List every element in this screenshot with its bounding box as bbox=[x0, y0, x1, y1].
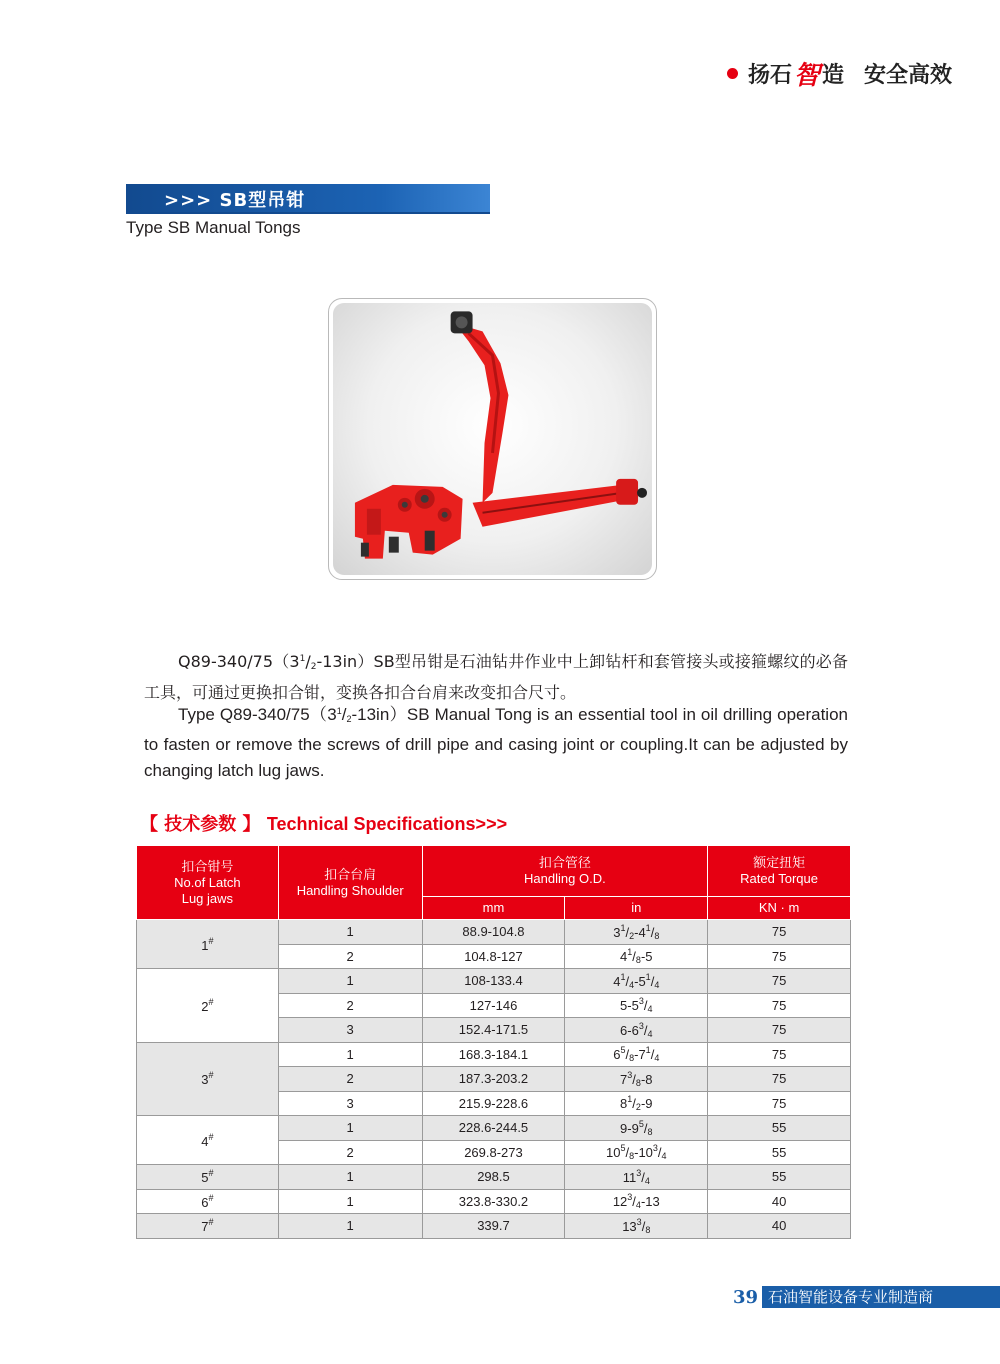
table-row bbox=[137, 1189, 851, 1214]
od-in-cell: $8^1/_2-9$ bbox=[565, 1091, 708, 1116]
header-torque: 额定扭矩 Rated Torque bbox=[708, 846, 851, 897]
specifications-heading bbox=[140, 810, 507, 836]
page-number: 39 bbox=[732, 1286, 758, 1308]
table-row bbox=[137, 1165, 851, 1190]
shoulder-cell: 1 bbox=[278, 1116, 422, 1141]
latch-number-cell: 7# bbox=[137, 1214, 279, 1239]
shoulder-cell: 3 bbox=[278, 1018, 422, 1043]
header-od: 扣合管径 Handling O.D. bbox=[422, 846, 708, 897]
torque-cell: 75 bbox=[708, 944, 851, 969]
torque-cell: 75 bbox=[708, 1018, 851, 1043]
latch-number-cell: 6# bbox=[137, 1189, 279, 1214]
latch-number-cell: 1# bbox=[137, 920, 279, 969]
torque-cell: 75 bbox=[708, 993, 851, 1018]
od-in-cell: $4^1/_4-5^1/_4$ bbox=[565, 969, 708, 994]
od-mm-cell: 339.7 bbox=[422, 1214, 565, 1239]
header-slogan bbox=[727, 58, 952, 91]
od-mm-cell: 228.6-244.5 bbox=[422, 1116, 565, 1141]
section-divider bbox=[126, 212, 490, 214]
latch-number-cell: 2# bbox=[137, 969, 279, 1043]
table-row bbox=[137, 1116, 851, 1141]
torque-cell: 55 bbox=[708, 1165, 851, 1190]
shoulder-cell: 1 bbox=[278, 1214, 422, 1239]
torque-cell: 75 bbox=[708, 1042, 851, 1067]
torque-cell: 75 bbox=[708, 1091, 851, 1116]
spec-heading-en: Technical Specifications>>> bbox=[266, 814, 508, 834]
shoulder-cell: 2 bbox=[278, 1067, 422, 1092]
shoulder-cell: 1 bbox=[278, 969, 422, 994]
od-mm-cell: 215.9-228.6 bbox=[422, 1091, 565, 1116]
spec-heading-zh: 【 技术参数 】 bbox=[140, 814, 261, 835]
red-dot-icon bbox=[727, 68, 738, 79]
od-in-cell: $9-9^5/_8$ bbox=[565, 1116, 708, 1141]
shoulder-cell: 1 bbox=[278, 920, 422, 945]
table-row bbox=[137, 1042, 851, 1067]
latch-number-cell: 4# bbox=[137, 1116, 279, 1165]
torque-cell: 75 bbox=[708, 920, 851, 945]
slogan-part1: 扬石 bbox=[747, 62, 792, 88]
od-mm-cell: 323.8-330.2 bbox=[422, 1189, 565, 1214]
footer-tagline: 石油智能设备专业制造商 bbox=[762, 1286, 1000, 1308]
shoulder-cell: 1 bbox=[278, 1165, 422, 1190]
od-mm-cell: 104.8-127 bbox=[422, 944, 565, 969]
od-in-cell: $7^3/_8-8$ bbox=[565, 1067, 708, 1092]
od-mm-cell: 108-133.4 bbox=[422, 969, 565, 994]
shoulder-cell: 2 bbox=[278, 1140, 422, 1165]
od-in-cell: $5-5^3/_4$ bbox=[565, 993, 708, 1018]
slogan-highlight: 智 bbox=[793, 60, 820, 91]
table-row bbox=[137, 969, 851, 994]
shoulder-cell: 1 bbox=[278, 1042, 422, 1067]
latch-number-cell: 3# bbox=[137, 1042, 279, 1116]
shoulder-cell: 2 bbox=[278, 944, 422, 969]
table-row bbox=[137, 1214, 851, 1239]
od-mm-cell: 152.4-171.5 bbox=[422, 1018, 565, 1043]
section-title: >>> SB型吊钳 bbox=[164, 190, 306, 211]
latch-number-cell: 5# bbox=[137, 1165, 279, 1190]
table-row bbox=[137, 920, 851, 945]
od-in-cell: $13^3/_8$ bbox=[565, 1214, 708, 1239]
od-mm-cell: 127-146 bbox=[422, 993, 565, 1018]
od-mm-cell: 187.3-203.2 bbox=[422, 1067, 565, 1092]
slogan-part3: 安全高效 bbox=[863, 62, 952, 88]
description-en: Type $Q89-340/75(3^1/_2-13in)SB$ Manual Tong is an essential tool in oil drilling operation to fasten or remove the screws of drill pipe and casing joint or coupling.It can be adjusted by changing latch lug jaws. bbox=[144, 705, 848, 780]
header-shoulder: 扣合台肩 Handling Shoulder bbox=[278, 846, 422, 920]
slogan-part2: 造 bbox=[821, 62, 844, 88]
manual-tong-image bbox=[333, 303, 652, 575]
od-in-cell: $6^5/_8-7^1/_4$ bbox=[565, 1042, 708, 1067]
spec-table-body bbox=[137, 920, 851, 1239]
section-title-bar bbox=[126, 184, 490, 212]
torque-cell: 55 bbox=[708, 1116, 851, 1141]
od-in-cell: $6-6^3/_4$ bbox=[565, 1018, 708, 1043]
torque-cell: 75 bbox=[708, 969, 851, 994]
shoulder-cell: 1 bbox=[278, 1189, 422, 1214]
od-in-cell: $11^3/_4$ bbox=[565, 1165, 708, 1190]
torque-cell: 40 bbox=[708, 1189, 851, 1214]
torque-cell: 75 bbox=[708, 1067, 851, 1092]
od-mm-cell: 88.9-104.8 bbox=[422, 920, 565, 945]
header-kn: KN · m bbox=[708, 897, 851, 920]
od-in-cell: $10^5/_8-10^3/_4$ bbox=[565, 1140, 708, 1165]
torque-cell: 40 bbox=[708, 1214, 851, 1239]
od-mm-cell: 269.8-273 bbox=[422, 1140, 565, 1165]
od-in-cell: $3^1/_2-4^1/_8$ bbox=[565, 920, 708, 945]
od-mm-cell: 298.5 bbox=[422, 1165, 565, 1190]
header-latch: 扣合钳号 No.of Latch Lug jaws bbox=[137, 846, 279, 920]
description-zh: $Q89-340/75(3^1/_2-13in)SB$型吊钳是石油钻井作业中上卸钻杆和套管接头或接箍螺纹的必备工具，可通过更换扣合钳，变换各扣合台肩来改变扣合尺寸。 bbox=[144, 652, 848, 702]
shoulder-cell: 3 bbox=[278, 1091, 422, 1116]
od-in-cell: $12^3/_4-13$ bbox=[565, 1189, 708, 1214]
section-subtitle: Type SB Manual Tongs bbox=[126, 218, 301, 237]
header-mm: mm bbox=[422, 897, 565, 920]
page-footer bbox=[726, 1284, 1000, 1310]
torque-cell: 55 bbox=[708, 1140, 851, 1165]
od-in-cell: $4^1/_8-5$ bbox=[565, 944, 708, 969]
od-mm-cell: 168.3-184.1 bbox=[422, 1042, 565, 1067]
shoulder-cell: 2 bbox=[278, 993, 422, 1018]
specifications-table bbox=[136, 845, 851, 1239]
header-in: in bbox=[565, 897, 708, 920]
product-image-frame bbox=[328, 298, 657, 580]
